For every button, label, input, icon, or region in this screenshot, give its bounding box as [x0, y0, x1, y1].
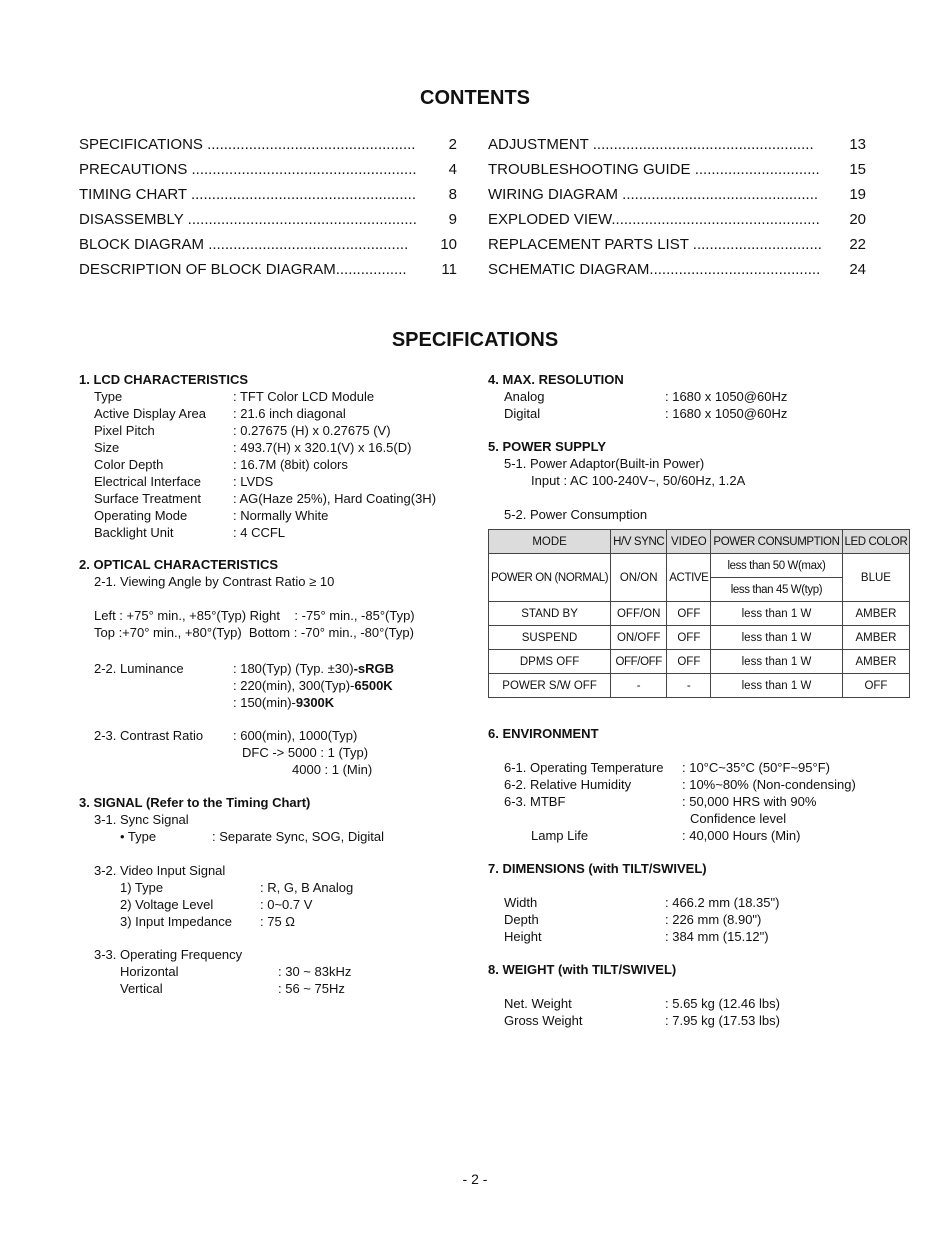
luminance-srgb-label: -sRGB: [353, 661, 395, 676]
environment-key: 6-1. Operating Temperature: [504, 760, 664, 775]
lcd-key: Surface Treatment: [94, 491, 201, 506]
contrast-label: 2-3. Contrast Ratio: [94, 728, 204, 743]
toc-entry[interactable]: [488, 232, 866, 257]
environment-value: : 10%~80% (Non-condensing): [682, 777, 856, 792]
lcd-key: Active Display Area: [94, 406, 206, 421]
table-cell-video: OFF: [667, 626, 711, 650]
lcd-keys: [94, 388, 206, 541]
power-consumption-title: 5-2. Power Consumption: [504, 507, 648, 522]
video-value: : 75 Ω: [260, 914, 296, 929]
toc-entry-label: PRECAUTIONS ......................................................: [79, 161, 417, 178]
lcd-value: : TFT Color LCD Module: [233, 389, 375, 404]
toc-entry-page: 19: [849, 186, 866, 203]
table-cell-power: less than 1 W: [711, 626, 842, 650]
contrast-min: 4000 : 1 (Min): [292, 762, 373, 777]
toc-entry[interactable]: [488, 157, 866, 182]
toc-entry[interactable]: [488, 207, 866, 232]
weight-value: : 7.95 kg (17.53 lbs): [665, 1013, 780, 1028]
luminance-label: 2-2. Luminance: [94, 661, 184, 676]
specifications-title: SPECIFICATIONS: [391, 329, 559, 351]
lcd-key: Backlight Unit: [94, 525, 174, 540]
contrast-dfc: DFC -> 5000 : 1 (Typ): [242, 745, 369, 760]
table-cell-led: AMBER: [842, 602, 910, 626]
dimensions-keys: [504, 894, 542, 945]
table-cell-video: OFF: [667, 602, 711, 626]
lcd-heading: 1. LCD CHARACTERISTICS: [79, 372, 249, 387]
toc-entry-page: 24: [849, 261, 866, 278]
environment-keys: [504, 759, 663, 810]
toc-entry-label: BLOCK DIAGRAM ................................................: [79, 236, 409, 253]
toc-entry-page: 9: [448, 211, 457, 228]
video-input-title: 3-2. Video Input Signal: [94, 863, 226, 878]
toc-entry[interactable]: [79, 207, 457, 232]
environment-value: : 10°C~35°C (50°F~95°F): [682, 760, 830, 775]
toc-entry-page: 8: [448, 186, 457, 203]
signal-heading: 3. SIGNAL (Refer to the Timing Chart): [79, 795, 311, 810]
table-cell-video: -: [667, 674, 711, 698]
toc-right-column: [488, 132, 866, 282]
table-cell-video: OFF: [667, 650, 711, 674]
toc-entry-page: 20: [849, 211, 866, 228]
toc-left-column: [79, 132, 457, 282]
frequency-values: [278, 963, 351, 997]
table-cell-led: BLUE: [842, 554, 910, 602]
table-row: [489, 626, 910, 650]
lcd-value: : 4 CCFL: [233, 525, 286, 540]
toc-entry-label: TROUBLESHOOTING GUIDE ..............................: [488, 161, 820, 178]
toc-entry[interactable]: [488, 257, 866, 282]
lamp-life-value: : 40,000 Hours (Min): [682, 828, 801, 843]
table-cell-led: AMBER: [842, 650, 910, 674]
table-row: [489, 650, 910, 674]
lcd-value: : Normally White: [233, 508, 329, 523]
viewing-angle: 2-1. Viewing Angle by Contrast Ratio ≥ 10: [94, 574, 335, 589]
frequency-key: Horizontal: [120, 964, 179, 979]
frequency-value: : 56 ~ 75Hz: [278, 981, 345, 996]
weight-keys: [504, 995, 583, 1029]
lcd-key: Operating Mode: [94, 508, 188, 523]
contrast-typ: : 600(min), 1000(Typ): [233, 728, 358, 743]
viewing-left-right: Left : +75° min., +85°(Typ) Right : -75° min., -85°(Typ): [94, 608, 415, 623]
lcd-values: [233, 388, 436, 541]
resolution-keys: [504, 388, 544, 422]
toc-entry-page: 15: [849, 161, 866, 178]
video-input-values: [260, 879, 353, 930]
toc-entry[interactable]: [79, 182, 457, 207]
lamp-life-label: Lamp Life: [531, 828, 589, 843]
power-adaptor: 5-1. Power Adaptor(Built-in Power): [504, 456, 705, 471]
video-input-keys: [120, 879, 232, 930]
dimensions-heading: 7. DIMENSIONS (with TILT/SWIVEL): [488, 861, 707, 876]
table-cell-mode: POWER S/W OFF: [489, 674, 611, 698]
sync-type-label: • Type: [120, 829, 157, 844]
dimension-key: Width: [504, 895, 538, 910]
sync-type-value: : Separate Sync, SOG, Digital: [212, 829, 384, 844]
toc-entry-label: SCHEMATIC DIAGRAM.........................................: [488, 261, 821, 278]
table-cell-led: AMBER: [842, 626, 910, 650]
luminance-6500k-label: 6500K: [354, 678, 393, 693]
lcd-value: : 0.27675 (H) x 0.27675 (V): [233, 423, 391, 438]
toc-entry-page: 4: [448, 161, 457, 178]
toc-entry[interactable]: [79, 232, 457, 257]
toc-entry-label: WIRING DIAGRAM ...............................................: [488, 186, 819, 203]
environment-value: : 50,000 HRS with 90%: [682, 794, 817, 809]
weight-values: [665, 995, 780, 1029]
weight-key: Gross Weight: [504, 1013, 583, 1028]
mtbf-confidence: Confidence level: [690, 811, 787, 826]
table-header: H/V SYNC: [611, 530, 667, 554]
dimensions-values: [665, 894, 779, 945]
lcd-key: Color Depth: [94, 457, 164, 472]
viewing-top-bottom: Top :+70° min., +80°(Typ) Bottom : -70° min., -80°(Typ): [94, 625, 414, 640]
dimension-value: : 384 mm (15.12"): [665, 929, 769, 944]
lcd-value: : AG(Haze 25%), Hard Coating(3H): [233, 491, 437, 506]
toc-entry-page: 11: [441, 261, 457, 278]
video-value: : R, G, B Analog: [260, 880, 354, 895]
toc-entry-page: 13: [849, 136, 866, 153]
table-cell-mode: POWER ON (NORMAL): [489, 554, 611, 602]
toc-entry[interactable]: [488, 132, 866, 157]
toc-entry[interactable]: [79, 157, 457, 182]
lcd-value: : 493.7(H) x 320.1(V) x 16.5(D): [233, 440, 412, 455]
environment-values: [682, 759, 856, 810]
table-cell-sync: OFF/OFF: [611, 650, 667, 674]
toc-entry-label: DESCRIPTION OF BLOCK DIAGRAM.................: [79, 261, 407, 278]
frequency-value: : 30 ~ 83kHz: [278, 964, 352, 979]
resolution-value: : 1680 x 1050@60Hz: [665, 406, 788, 421]
table-cell-mode: STAND BY: [489, 602, 611, 626]
table-cell-led: OFF: [842, 674, 910, 698]
table-header: POWER CONSUMPTION: [711, 530, 842, 554]
table-cell-sync: ON/ON: [611, 554, 667, 602]
lcd-key: Size: [94, 440, 120, 455]
lcd-key: Pixel Pitch: [94, 423, 155, 438]
resolution-values: [665, 388, 787, 422]
lcd-key: Type: [94, 389, 123, 404]
table-cell-sync: OFF/ON: [611, 602, 667, 626]
environment-heading: 6. ENVIRONMENT: [488, 726, 599, 741]
toc-entry-page: 10: [440, 236, 457, 253]
luminance-srgb: : 180(Typ) (Typ. ±30): [233, 661, 354, 676]
lcd-value: : 21.6 inch diagonal: [233, 406, 346, 421]
luminance-9300k: : 150(min)-: [233, 695, 296, 710]
table-header: MODE: [489, 530, 611, 554]
table-cell-power: less than 1 W: [711, 674, 842, 698]
toc-entry-label: EXPLODED VIEW..................................................: [488, 211, 820, 228]
table-cell-mode: DPMS OFF: [489, 650, 611, 674]
luminance-values: [233, 660, 394, 711]
power-input: Input : AC 100-240V~, 50/60Hz, 1.2A: [531, 473, 746, 488]
toc-entry[interactable]: [79, 132, 457, 157]
table-row: [489, 674, 910, 698]
luminance-6500k: : 220(min), 300(Typ)-: [233, 678, 355, 693]
page-number: - 2 -: [462, 1171, 488, 1187]
weight-key: Net. Weight: [504, 996, 572, 1011]
frequency-key: Vertical: [120, 981, 163, 996]
table-cell-power: less than 45 W(typ): [711, 578, 842, 602]
video-value: : 0~0.7 V: [260, 897, 313, 912]
optical-heading: 2. OPTICAL CHARACTERISTICS: [79, 557, 279, 572]
lcd-value: : LVDS: [233, 474, 274, 489]
environment-key: 6-3. MTBF: [504, 794, 566, 809]
dimension-value: : 466.2 mm (18.35"): [665, 895, 780, 910]
toc-entry-label: ADJUSTMENT .....................................................: [488, 136, 814, 153]
table-header: VIDEO: [667, 530, 711, 554]
power-consumption-table: [488, 529, 910, 698]
power-heading: 5. POWER SUPPLY: [488, 439, 606, 454]
resolution-key: Digital: [504, 406, 541, 421]
toc-entry-label: SPECIFICATIONS ..................................................: [79, 136, 416, 153]
toc-entry-label: DISASSEMBLY .......................................................: [79, 211, 417, 228]
contents-title: CONTENTS: [420, 87, 530, 109]
toc-entry[interactable]: [79, 257, 457, 282]
lcd-value: : 16.7M (8bit) colors: [233, 457, 348, 472]
table-header-row: [489, 530, 910, 554]
dimension-key: Depth: [504, 912, 539, 927]
weight-heading: 8. WEIGHT (with TILT/SWIVEL): [488, 962, 677, 977]
toc-entry-page: 2: [448, 136, 457, 153]
table-row: [489, 554, 910, 578]
video-key: 2) Voltage Level: [120, 897, 214, 912]
luminance-9300k-label: 9300K: [295, 695, 335, 710]
table-cell-power: less than 1 W: [711, 602, 842, 626]
lcd-key: Electrical Interface: [94, 474, 201, 489]
video-key: 3) Input Impedance: [120, 914, 233, 929]
dimension-value: : 226 mm (8.90"): [665, 912, 762, 927]
resolution-key: Analog: [504, 389, 545, 404]
table-cell-sync: -: [611, 674, 667, 698]
table-cell-sync: ON/OFF: [611, 626, 667, 650]
toc-entry[interactable]: [488, 182, 866, 207]
table-row: [489, 602, 910, 626]
environment-key: 6-2. Relative Humidity: [504, 777, 632, 792]
table-cell-video: ACTIVE: [667, 554, 711, 602]
table-cell-power: less than 50 W(max): [711, 554, 842, 578]
table-cell-mode: SUSPEND: [489, 626, 611, 650]
toc-entry-label: TIMING CHART ......................................................: [79, 186, 416, 203]
toc-entry-page: 22: [849, 236, 866, 253]
sync-signal-title: 3-1. Sync Signal: [94, 812, 189, 827]
weight-value: : 5.65 kg (12.46 lbs): [665, 996, 780, 1011]
video-key: 1) Type: [120, 880, 164, 895]
frequency-keys: [120, 963, 179, 997]
resolution-heading: 4. MAX. RESOLUTION: [488, 372, 624, 387]
operating-frequency-title: 3-3. Operating Frequency: [94, 947, 243, 962]
toc-entry-label: REPLACEMENT PARTS LIST ...............................: [488, 236, 822, 253]
resolution-value: : 1680 x 1050@60Hz: [665, 389, 788, 404]
table-cell-power: less than 1 W: [711, 650, 842, 674]
dimension-key: Height: [504, 929, 542, 944]
table-header: LED COLOR: [842, 530, 910, 554]
